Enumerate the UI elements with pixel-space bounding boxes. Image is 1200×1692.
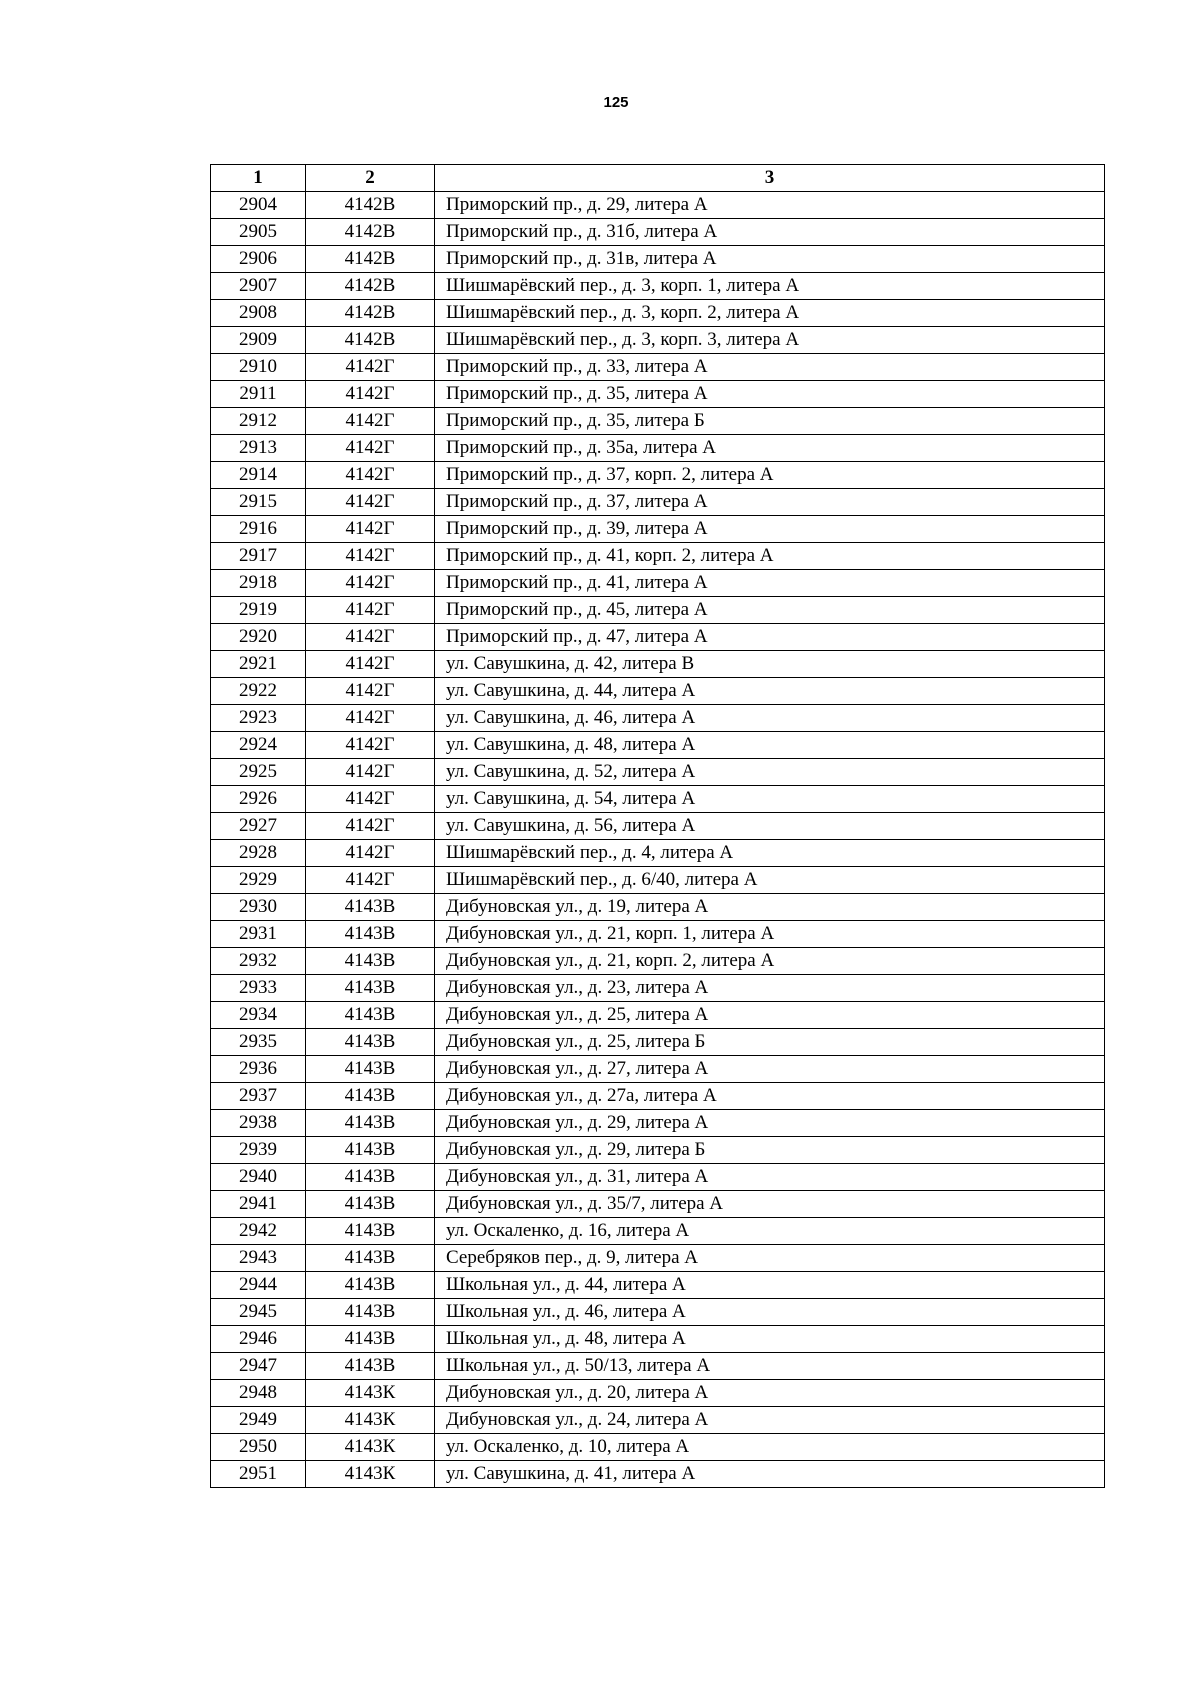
address-cell: Дибуновская ул., д. 23, литера А xyxy=(435,975,1105,1002)
table-row xyxy=(211,975,1105,1002)
address-cell: Дибуновская ул., д. 25, литера А xyxy=(435,1002,1105,1029)
address-cell: Шишмарёвский пер., д. 4, литера А xyxy=(435,840,1105,867)
row-number-cell: 2932 xyxy=(211,948,306,975)
row-number-cell: 2926 xyxy=(211,786,306,813)
block-code-cell: 4143В xyxy=(306,894,435,921)
block-code-cell: 4143В xyxy=(306,1218,435,1245)
block-code-cell: 4143В xyxy=(306,1326,435,1353)
table-row xyxy=(211,948,1105,975)
table-row xyxy=(211,651,1105,678)
row-number-cell: 2923 xyxy=(211,705,306,732)
address-cell: ул. Савушкина, д. 46, литера А xyxy=(435,705,1105,732)
address-cell: ул. Савушкина, д. 42, литера В xyxy=(435,651,1105,678)
block-code-cell: 4143В xyxy=(306,1191,435,1218)
block-code-cell: 4142Г xyxy=(306,354,435,381)
address-cell: Дибуновская ул., д. 27, литера А xyxy=(435,1056,1105,1083)
block-code-cell: 4143В xyxy=(306,1110,435,1137)
row-number-cell: 2936 xyxy=(211,1056,306,1083)
row-number-cell: 2946 xyxy=(211,1326,306,1353)
block-code-cell: 4142Г xyxy=(306,786,435,813)
address-cell: ул. Савушкина, д. 48, литера А xyxy=(435,732,1105,759)
row-number-cell: 2937 xyxy=(211,1083,306,1110)
address-cell: Серебряков пер., д. 9, литера А xyxy=(435,1245,1105,1272)
row-number-cell: 2939 xyxy=(211,1137,306,1164)
table-row xyxy=(211,840,1105,867)
table-row xyxy=(211,1191,1105,1218)
row-number-cell: 2914 xyxy=(211,462,306,489)
block-code-cell: 4142Г xyxy=(306,408,435,435)
address-cell: Дибуновская ул., д. 24, литера А xyxy=(435,1407,1105,1434)
address-cell: Приморский пр., д. 37, литера А xyxy=(435,489,1105,516)
table-row xyxy=(211,1326,1105,1353)
row-number-cell: 2921 xyxy=(211,651,306,678)
table-row xyxy=(211,543,1105,570)
table-row xyxy=(211,597,1105,624)
row-number-cell: 2931 xyxy=(211,921,306,948)
address-cell: ул. Савушкина, д. 52, литера А xyxy=(435,759,1105,786)
block-code-cell: 4142Г xyxy=(306,543,435,570)
row-number-cell: 2918 xyxy=(211,570,306,597)
address-table xyxy=(210,164,1105,1488)
row-number-cell: 2940 xyxy=(211,1164,306,1191)
address-cell: Приморский пр., д. 31б, литера А xyxy=(435,219,1105,246)
address-cell: Приморский пр., д. 45, литера А xyxy=(435,597,1105,624)
block-code-cell: 4143К xyxy=(306,1380,435,1407)
block-code-cell: 4142В xyxy=(306,300,435,327)
table-row xyxy=(211,1353,1105,1380)
block-code-cell: 4142Г xyxy=(306,732,435,759)
table-row xyxy=(211,921,1105,948)
block-code-cell: 4143В xyxy=(306,1002,435,1029)
table-row xyxy=(211,1272,1105,1299)
table-row xyxy=(211,786,1105,813)
table-row xyxy=(211,705,1105,732)
row-number-cell: 2947 xyxy=(211,1353,306,1380)
address-cell: Приморский пр., д. 47, литера А xyxy=(435,624,1105,651)
address-cell: Шишмарёвский пер., д. 6/40, литера А xyxy=(435,867,1105,894)
block-code-cell: 4143В xyxy=(306,921,435,948)
table-row xyxy=(211,1461,1105,1488)
row-number-cell: 2904 xyxy=(211,192,306,219)
row-number-cell: 2909 xyxy=(211,327,306,354)
table-row xyxy=(211,1299,1105,1326)
table-row xyxy=(211,408,1105,435)
block-code-cell: 4142Г xyxy=(306,435,435,462)
block-code-cell: 4142В xyxy=(306,192,435,219)
table-row xyxy=(211,1137,1105,1164)
table-row xyxy=(211,381,1105,408)
row-number-cell: 2933 xyxy=(211,975,306,1002)
row-number-cell: 2945 xyxy=(211,1299,306,1326)
block-code-cell: 4143В xyxy=(306,1245,435,1272)
address-cell: Приморский пр., д. 41, литера А xyxy=(435,570,1105,597)
table-row xyxy=(211,1029,1105,1056)
table-row xyxy=(211,759,1105,786)
address-cell: Приморский пр., д. 31в, литера А xyxy=(435,246,1105,273)
address-cell: Дибуновская ул., д. 20, литера А xyxy=(435,1380,1105,1407)
address-cell: Приморский пр., д. 33, литера А xyxy=(435,354,1105,381)
table-row xyxy=(211,1083,1105,1110)
address-cell: Приморский пр., д. 35а, литера А xyxy=(435,435,1105,462)
block-code-cell: 4142Г xyxy=(306,624,435,651)
row-number-cell: 2935 xyxy=(211,1029,306,1056)
row-number-cell: 2941 xyxy=(211,1191,306,1218)
table-row xyxy=(211,489,1105,516)
row-number-cell: 2948 xyxy=(211,1380,306,1407)
address-cell: Шишмарёвский пер., д. 3, корп. 1, литера А xyxy=(435,273,1105,300)
row-number-cell: 2911 xyxy=(211,381,306,408)
block-code-cell: 4142Г xyxy=(306,651,435,678)
page-number: 125 xyxy=(603,94,629,111)
address-cell: Школьная ул., д. 46, литера А xyxy=(435,1299,1105,1326)
address-cell: Дибуновская ул., д. 21, корп. 2, литера А xyxy=(435,948,1105,975)
table-row xyxy=(211,192,1105,219)
block-code-cell: 4142Г xyxy=(306,678,435,705)
block-code-cell: 4143В xyxy=(306,1137,435,1164)
row-number-cell: 2910 xyxy=(211,354,306,381)
table-body xyxy=(211,192,1105,1488)
block-code-cell: 4142В xyxy=(306,219,435,246)
table-row xyxy=(211,246,1105,273)
table-row xyxy=(211,327,1105,354)
row-number-cell: 2929 xyxy=(211,867,306,894)
row-number-cell: 2905 xyxy=(211,219,306,246)
row-number-cell: 2924 xyxy=(211,732,306,759)
block-code-cell: 4142В xyxy=(306,327,435,354)
table-row xyxy=(211,1164,1105,1191)
address-cell: Приморский пр., д. 37, корп. 2, литера А xyxy=(435,462,1105,489)
row-number-cell: 2925 xyxy=(211,759,306,786)
table-row xyxy=(211,1002,1105,1029)
row-number-cell: 2912 xyxy=(211,408,306,435)
block-code-cell: 4142Г xyxy=(306,570,435,597)
row-number-cell: 2922 xyxy=(211,678,306,705)
address-cell: Дибуновская ул., д. 31, литера А xyxy=(435,1164,1105,1191)
block-code-cell: 4142В xyxy=(306,246,435,273)
row-number-cell: 2917 xyxy=(211,543,306,570)
address-cell: Приморский пр., д. 35, литера А xyxy=(435,381,1105,408)
column-header-2: 2 xyxy=(306,165,435,192)
block-code-cell: 4142Г xyxy=(306,840,435,867)
table-row xyxy=(211,1407,1105,1434)
row-number-cell: 2906 xyxy=(211,246,306,273)
table-row xyxy=(211,219,1105,246)
table-row xyxy=(211,435,1105,462)
row-number-cell: 2938 xyxy=(211,1110,306,1137)
row-number-cell: 2919 xyxy=(211,597,306,624)
block-code-cell: 4142Г xyxy=(306,597,435,624)
table-row xyxy=(211,1380,1105,1407)
block-code-cell: 4143В xyxy=(306,1299,435,1326)
block-code-cell: 4142Г xyxy=(306,516,435,543)
address-cell: ул. Оскаленко, д. 16, литера А xyxy=(435,1218,1105,1245)
address-cell: Школьная ул., д. 50/13, литера А xyxy=(435,1353,1105,1380)
block-code-cell: 4143К xyxy=(306,1434,435,1461)
row-number-cell: 2942 xyxy=(211,1218,306,1245)
block-code-cell: 4143В xyxy=(306,948,435,975)
row-number-cell: 2916 xyxy=(211,516,306,543)
table-row xyxy=(211,1110,1105,1137)
table-row xyxy=(211,570,1105,597)
block-code-cell: 4142Г xyxy=(306,381,435,408)
address-cell: Школьная ул., д. 48, литера А xyxy=(435,1326,1105,1353)
table-row xyxy=(211,867,1105,894)
block-code-cell: 4143В xyxy=(306,975,435,1002)
block-code-cell: 4142Г xyxy=(306,462,435,489)
row-number-cell: 2949 xyxy=(211,1407,306,1434)
address-cell: Школьная ул., д. 44, литера А xyxy=(435,1272,1105,1299)
table-row xyxy=(211,732,1105,759)
address-cell: Дибуновская ул., д. 25, литера Б xyxy=(435,1029,1105,1056)
row-number-cell: 2944 xyxy=(211,1272,306,1299)
block-code-cell: 4143В xyxy=(306,1164,435,1191)
table-row xyxy=(211,678,1105,705)
address-cell: Приморский пр., д. 41, корп. 2, литера А xyxy=(435,543,1105,570)
block-code-cell: 4143В xyxy=(306,1029,435,1056)
row-number-cell: 2915 xyxy=(211,489,306,516)
block-code-cell: 4142Г xyxy=(306,813,435,840)
address-cell: Шишмарёвский пер., д. 3, корп. 2, литера А xyxy=(435,300,1105,327)
block-code-cell: 4143В xyxy=(306,1056,435,1083)
table-row xyxy=(211,462,1105,489)
table-row xyxy=(211,1218,1105,1245)
address-cell: Дибуновская ул., д. 29, литера Б xyxy=(435,1137,1105,1164)
table-row xyxy=(211,1245,1105,1272)
row-number-cell: 2920 xyxy=(211,624,306,651)
row-number-cell: 2907 xyxy=(211,273,306,300)
block-code-cell: 4142В xyxy=(306,273,435,300)
block-code-cell: 4143В xyxy=(306,1272,435,1299)
address-cell: ул. Савушкина, д. 54, литера А xyxy=(435,786,1105,813)
block-code-cell: 4143К xyxy=(306,1407,435,1434)
table-row xyxy=(211,1056,1105,1083)
row-number-cell: 2908 xyxy=(211,300,306,327)
block-code-cell: 4143В xyxy=(306,1353,435,1380)
block-code-cell: 4142Г xyxy=(306,867,435,894)
address-cell: Дибуновская ул., д. 21, корп. 1, литера А xyxy=(435,921,1105,948)
table-row xyxy=(211,273,1105,300)
address-cell: Дибуновская ул., д. 29, литера А xyxy=(435,1110,1105,1137)
address-cell: ул. Савушкина, д. 44, литера А xyxy=(435,678,1105,705)
table-row xyxy=(211,624,1105,651)
table-header-row xyxy=(211,165,1105,192)
table-row xyxy=(211,300,1105,327)
table-row xyxy=(211,813,1105,840)
row-number-cell: 2928 xyxy=(211,840,306,867)
address-cell: Шишмарёвский пер., д. 3, корп. 3, литера А xyxy=(435,327,1105,354)
address-cell: Дибуновская ул., д. 35/7, литера А xyxy=(435,1191,1105,1218)
address-cell: Дибуновская ул., д. 27а, литера А xyxy=(435,1083,1105,1110)
address-cell: Приморский пр., д. 39, литера А xyxy=(435,516,1105,543)
table-row xyxy=(211,516,1105,543)
column-header-1: 1 xyxy=(211,165,306,192)
block-code-cell: 4143В xyxy=(306,1083,435,1110)
address-cell: Приморский пр., д. 29, литера А xyxy=(435,192,1105,219)
table-row xyxy=(211,894,1105,921)
row-number-cell: 2950 xyxy=(211,1434,306,1461)
address-cell: ул. Оскаленко, д. 10, литера А xyxy=(435,1434,1105,1461)
block-code-cell: 4142Г xyxy=(306,489,435,516)
row-number-cell: 2913 xyxy=(211,435,306,462)
row-number-cell: 2951 xyxy=(211,1461,306,1488)
row-number-cell: 2927 xyxy=(211,813,306,840)
block-code-cell: 4143К xyxy=(306,1461,435,1488)
address-cell: Дибуновская ул., д. 19, литера А xyxy=(435,894,1105,921)
table-row xyxy=(211,354,1105,381)
address-cell: Приморский пр., д. 35, литера Б xyxy=(435,408,1105,435)
column-header-3: 3 xyxy=(435,165,1105,192)
address-cell: ул. Савушкина, д. 41, литера А xyxy=(435,1461,1105,1488)
address-cell: ул. Савушкина, д. 56, литера А xyxy=(435,813,1105,840)
row-number-cell: 2930 xyxy=(211,894,306,921)
table-row xyxy=(211,1434,1105,1461)
row-number-cell: 2934 xyxy=(211,1002,306,1029)
block-code-cell: 4142Г xyxy=(306,705,435,732)
row-number-cell: 2943 xyxy=(211,1245,306,1272)
block-code-cell: 4142Г xyxy=(306,759,435,786)
